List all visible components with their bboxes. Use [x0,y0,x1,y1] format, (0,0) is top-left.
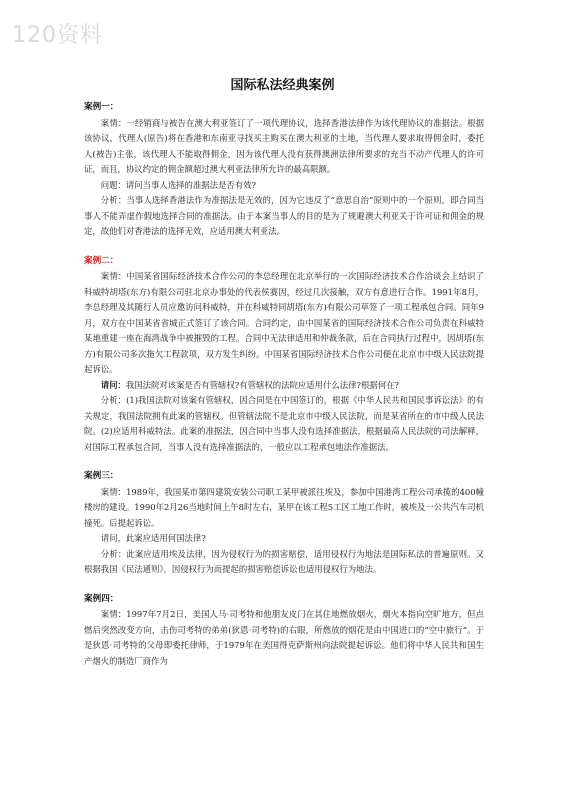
case-3-analysis: 分析：此案应适用埃及法律，因为侵权行为的损害赔偿，适用侵权行为地法是国际私法的普遍原则。又根据我国《民法通则》，因侵权行为而提起的损害赔偿诉讼也适用侵权行为地法。 [84,548,484,574]
case-1 [84,100,484,240]
case-3-heading: 案例三： [84,471,119,481]
case-4 [84,592,484,670]
case-1-question: 问题：请问当事人选择的准据法是否有效? [100,179,257,190]
case-4-heading: 案例四： [84,593,119,604]
case-4-facts: 案情：1997年7月2日，美国人马·司考特和他朋友皮门在其住地燃放烟火，烟火本指向空旷地方，但点燃后突然改变方向，击伤司考特的弟弟(狄恩·司考特)的右眼，所燃放的烟花是由中国进口的“空中旅行”。于是狄恩·司考特的父母即委托律师，于1979年在美国得克萨斯州向法院提起诉讼。他们将中华人民共和国生产烟火的制造厂商作为 [84,609,484,666]
case-1-facts: 案情：一经销商与被告在澳大利亚签订了一项代理协议，选择香港法律作为该代理协议的准据法。根据该协议，代理人(原告)将在香港和东南亚寻找买主购买在澳大利亚的土地，当代理人要求取得佣金时，委托人(被告)主张，该代理人不能取得佣金，因为该代理人没有获得澳洲法律所要求的充当不动产代理人的许可证，而且，协议约定的佣金额超过澳大利亚法律所允许的最高限额。 [84,117,484,174]
case-2-facts: 案情：中国某省国际经济技术合作公司的李总经理在北京举行的一次国际经济技术合作洽谈会上结识了科威特胡塔(东方)有限公司驻北京办事处的代表侯赛因，经过几次接触，双方有意进行合作。1991年8月，李总经理及其随行人员应邀访问科威特，并在科威特同胡塔(东方)有限公司草签了一项工程承包合同。同年9月，双方在中国某省省城正式签订了该合同。合同约定，由中国某省的国际经济技术合作公司负责在科威特某地重建一座在海湾战争中被摧毁的工程。合同中无法律适用和仲裁条款，后在合同执行过程中，因胡塔(东方)有限公司多次拖欠工程款项，双方发生纠纷。中国某省国际经济技术合作公司便在北京市中级人民法院提起诉讼。 [84,271,484,374]
document-body [84,100,484,669]
case-2-heading: 案例二： [84,255,119,266]
case-2-question-text: 我国法院对该案是否有管辖权?有管辖权的法院应适用什么法律?根据何在? [125,379,400,390]
case-3-question: 请问，此案应适用何国法律? [100,533,206,543]
case-2-analysis: 分析：(1)我国法院对该案有管辖权，因合同是在中国签订的，根据《中华人民共和国民事诉讼法》的有关规定，我国法院拥有此案的管辖权。但管辖法院不是北京市中级人民法院，而是某省所在的市中级人民法院。(2)应适用科威特法。此案的准据法，因合同中当事人没有选择准据法，根据最高人民法院的司法解释，对国际工程承包合同，当事人没有选择准据法的，一般应以工程承包地法作准据法。 [84,395,484,452]
case-2-question [84,378,484,394]
case-3 [84,469,484,578]
watermark: 120资料 [12,23,103,48]
case-2 [84,254,484,456]
case-1-heading: 案例一： [84,102,119,112]
case-3-facts: 案情：1989年，我国某市第四建筑安装公司职工某甲被派往埃及，参加中国港湾工程公司承揽的400幢楼房的建设。1990年2月26当地时间上午8时左右，某甲在该工程5工区工地工作时，被埃及一公共汽车司机撞死。后提起诉讼。 [84,486,484,528]
case-2-question-label: 请问： [100,379,126,390]
page-title: 国际私法经典案例 [230,78,335,93]
case-1-analysis: 分析：当事人选择香港法作为准据法是无效的，因为它违反了“意思自治”原则中的一个原则，即合同当事人不能弄虚作假地选择合同的准据法。由于本案当事人的目的是为了规避澳大利亚关于许可证和佣金的规定，故他们对香港法的选择无效，应适用澳大利亚法。 [84,195,484,236]
